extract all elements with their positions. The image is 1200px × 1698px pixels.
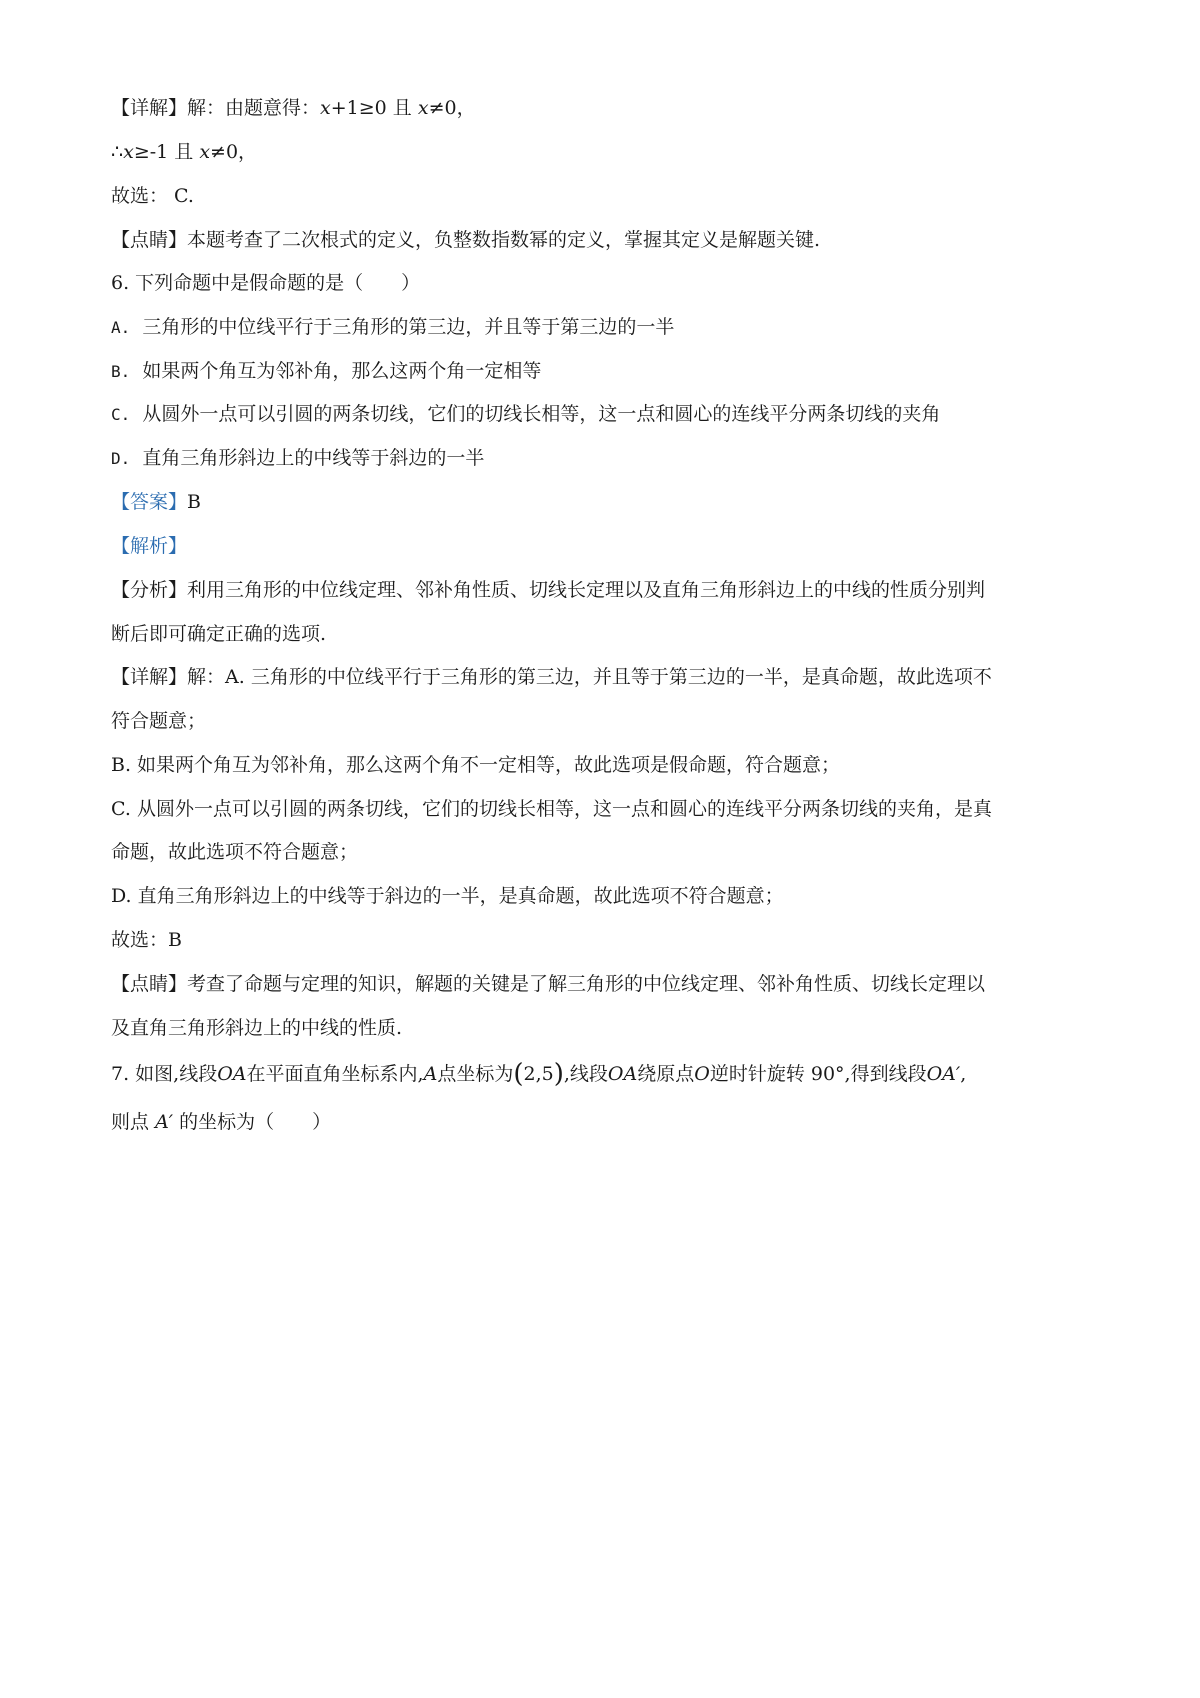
q6-stem: 6. 下列命题中是假命题的是（ ） (111, 272, 421, 294)
q6-comment-line1 (111, 970, 1100, 998)
q6-choose: 故选：B (111, 929, 182, 951)
q6-analysis-tag: 【解析】 (111, 535, 188, 557)
analyze-tag: 【分析】 (111, 579, 188, 601)
q7-text: 点坐标为 (437, 1063, 514, 1085)
comment-tag: 【点睛】 (111, 229, 188, 251)
q6-analyze-line2: 断后即可确定正确的选项. (111, 623, 327, 645)
paren-open: ( (513, 1059, 524, 1089)
q7-text: 绕原点 (637, 1063, 695, 1085)
math-oa: OA (607, 1063, 638, 1085)
q6-comment-line2: 及直角三角形斜边上的中线的性质. (111, 1017, 403, 1039)
answer-value: B (187, 491, 201, 513)
q6-detail-c2: 命题，故此选项不符合题意； (111, 841, 359, 863)
var-x: x (320, 97, 331, 119)
detail-tag: 【详解】 (111, 666, 188, 688)
detail-mid: +1≥0 且 (330, 97, 418, 119)
q6-answer-line (111, 488, 1100, 516)
option-text: 直角三角形斜边上的中线等于斜边的一半 (142, 447, 485, 469)
q6-detail-d: D. 直角三角形斜边上的中线等于斜边的一半，是真命题，故此选项不符合题意； (111, 885, 784, 907)
q7-stem-line2 (111, 1108, 1100, 1136)
q7-text: 则点 (111, 1111, 150, 1133)
q6-option-a (111, 313, 1100, 342)
paren-close: ) (553, 1059, 564, 1089)
q7-text: 在平面直角坐标系内, (246, 1063, 424, 1085)
q7-text: ,线段 (563, 1063, 608, 1085)
q6-option-d (111, 444, 1100, 473)
q7-text: 的坐标为（ ） (179, 1111, 332, 1133)
comment-text: 本题考查了二次根式的定义，负整数指数幂的定义，掌握其定义是解题关键. (187, 229, 821, 251)
detail-text: 解：A. 三角形的中位线平行于三角形的第三边，并且等于第三边的一半，是真命题，故此选项不 (187, 666, 992, 688)
var-x: x (199, 141, 211, 163)
therefore-end: ≠0， (210, 141, 258, 163)
option-text: 从圆外一点可以引圆的两条切线，它们的切线长相等，这一点和圆心的连线平分两条切线的夹角 (142, 403, 941, 425)
q7-text: 7. 如图,线段 (111, 1063, 218, 1085)
prev-detail-line (111, 94, 1100, 122)
coordinate-value: 2,5 (523, 1063, 554, 1085)
math-a: A (423, 1063, 438, 1085)
q6-detail-b: B. 如果两个角互为邻补角，那么这两个角不一定相等，故此选项是假命题，符合题意； (111, 754, 841, 776)
q6-detail-line2: 符合题意； (111, 710, 207, 732)
q6-option-b (111, 357, 1100, 386)
comment-text: 考查了命题与定理的知识，解题的关键是了解三角形的中位线定理、邻补角性质、切线长定理以 (187, 973, 986, 995)
math-o: O (694, 1063, 710, 1085)
detail-tag: 【详解】 (111, 97, 188, 119)
option-label: D. (111, 449, 131, 468)
q7-text: 逆时针旋转 90°,得到线段 (709, 1063, 927, 1085)
therefore-line (111, 138, 1100, 166)
answer-tag: 【答案】 (111, 491, 188, 513)
var-x: x (123, 141, 134, 163)
q7-stem-line1 (111, 1060, 1100, 1088)
math-oa: OA (217, 1063, 247, 1085)
prev-choose-line: 故选： C. (111, 185, 194, 207)
therefore-mid: ≥-1 且 (133, 141, 200, 163)
math-oa-prime: OA′ (926, 1063, 961, 1085)
var-x: x (417, 97, 429, 119)
q6-option-c (111, 400, 1100, 429)
option-label: A. (111, 318, 131, 337)
q7-text: , (960, 1063, 967, 1085)
detail-end: ≠0， (428, 97, 476, 119)
analyze-text: 利用三角形的中位线定理、邻补角性质、切线长定理以及直角三角形斜边上的中线的性质分别判 (187, 579, 986, 601)
comment-tag: 【点睛】 (111, 973, 188, 995)
option-text: 如果两个角互为邻补角，那么这两个角一定相等 (142, 360, 542, 382)
therefore-symbol: ∴ (111, 141, 124, 163)
q6-detail-c1: C. 从圆外一点可以引圆的两条切线，它们的切线长相等，这一点和圆心的连线平分两条切线的夹角，是真 (111, 798, 992, 820)
prev-comment-line (111, 226, 1100, 254)
detail-lead: 解：由题意得： (187, 97, 321, 119)
math-a-prime: A′ (155, 1111, 174, 1133)
option-text: 三角形的中位线平行于三角形的第三边，并且等于第三边的一半 (142, 316, 675, 338)
q6-detail-line1 (111, 663, 1100, 691)
q6-analyze-line1 (111, 576, 1100, 604)
option-label: C. (111, 405, 131, 424)
option-label: B. (111, 362, 131, 381)
